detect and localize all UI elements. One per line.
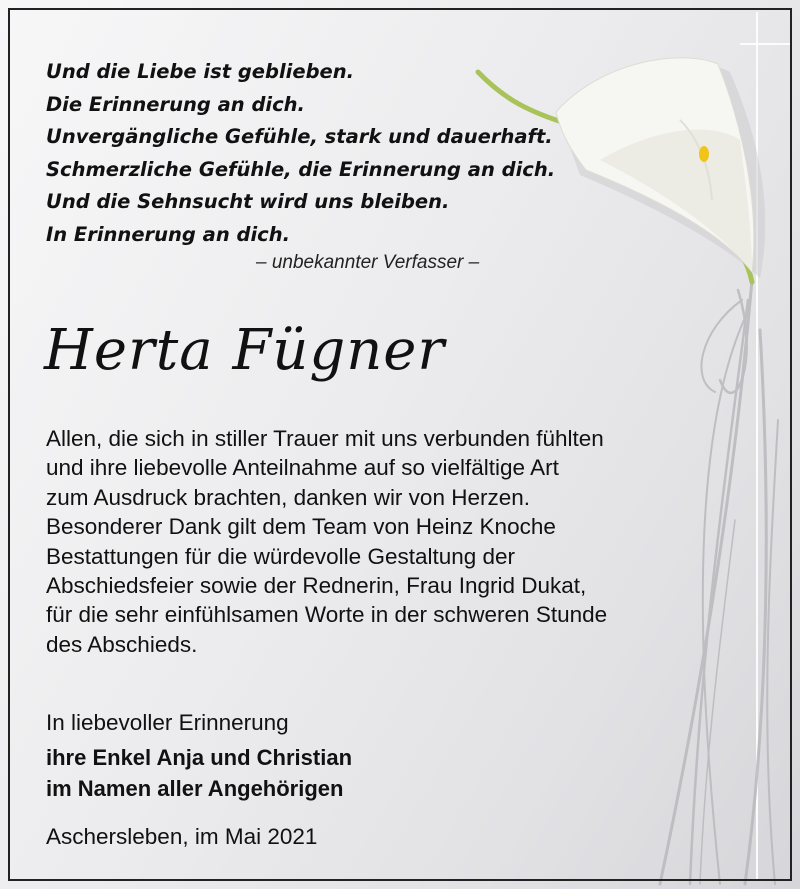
message-line: zum Ausdruck brachten, danken wir von Herzen.: [46, 484, 530, 510]
signature-intro: In liebevoller Erinnerung: [46, 710, 289, 735]
message-line: für die sehr einfühlsamen Worte in der schweren Stunde: [46, 602, 608, 628]
place-date: Aschersleben, im Mai 2021: [46, 824, 318, 849]
deceased-name: Herta Fügner: [44, 318, 446, 383]
poem: [46, 56, 586, 251]
message-line: Bestattungen für die würdevolle Gestaltung der: [46, 543, 516, 569]
poem-line: Und die Liebe ist geblieben.: [46, 60, 355, 83]
message-line: Abschiedsfeier sowie der Rednerin, Frau Ingrid Dukat,: [46, 573, 587, 599]
poem-line: In Erinnerung an dich.: [46, 222, 290, 246]
signature-line: ihre Enkel Anja und Christian: [46, 745, 353, 770]
poem-author: – unbekannter Verfasser –: [256, 252, 480, 273]
message-line: des Abschieds.: [46, 631, 198, 657]
poem-line: Und die Sehnsucht wird uns bleiben.: [46, 190, 450, 213]
poem-line: Unvergängliche Gefühle, stark und dauerhaft.: [46, 125, 553, 148]
signature-names: [46, 742, 352, 804]
message-line: Besonderer Dank gilt dem Team von Heinz Knoche: [46, 514, 556, 540]
poem-line: Die Erinnerung an dich.: [46, 92, 305, 116]
signature-line: im Namen aller Angehörigen: [46, 776, 344, 801]
message-line: und ihre liebevolle Anteilnahme auf so vielfältige Art: [46, 455, 559, 481]
poem-line: Schmerzliche Gefühle, die Erinnerung an dich.: [46, 157, 556, 181]
message-line: Allen, die sich in stiller Trauer mit uns verbunden fühlten: [46, 426, 604, 451]
thank-you-message: [46, 424, 766, 659]
